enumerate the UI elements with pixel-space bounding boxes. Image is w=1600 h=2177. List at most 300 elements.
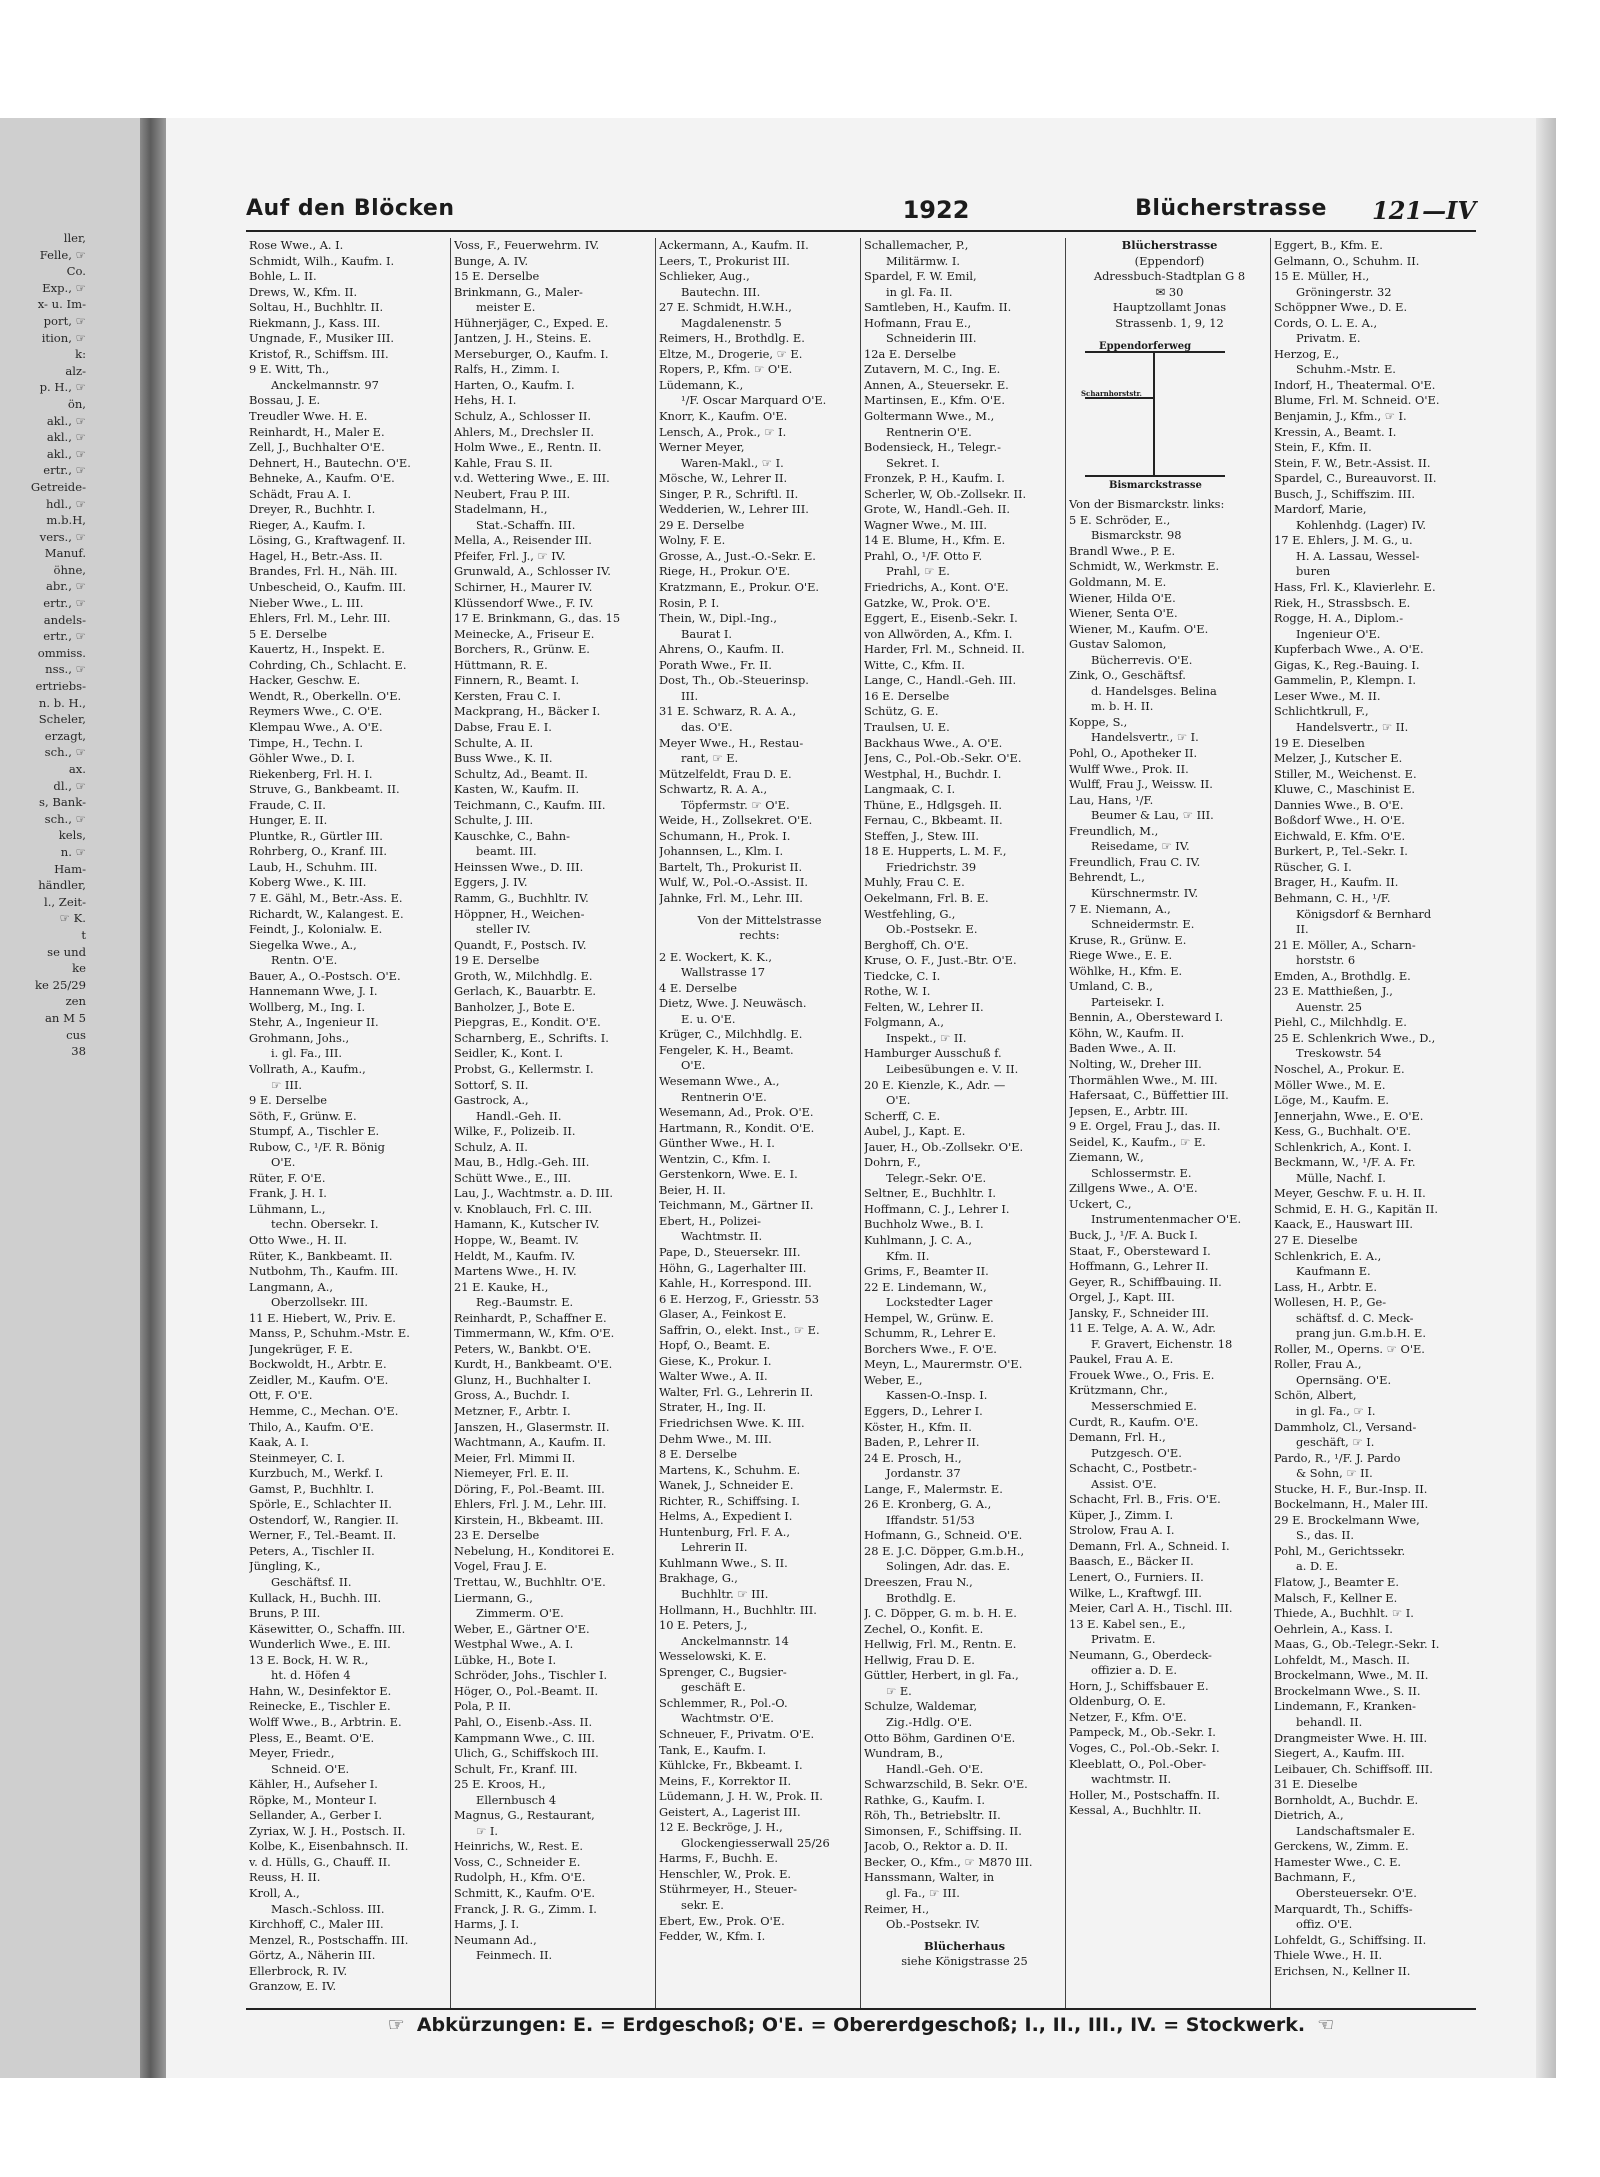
directory-entry: Mösche, W., Lehrer II. [659, 471, 788, 486]
header-street-right: Blücherstrasse [1135, 196, 1327, 221]
directory-entry: Werner, F., Tel.-Beamt. II. [249, 1528, 397, 1543]
directory-entry: Orgel, J., Kapt. III. [1069, 1290, 1175, 1305]
facing-page-line: Ham- [54, 861, 86, 876]
house-number-entry: 8 E. Derselbe [659, 1447, 738, 1462]
facing-page-line: Getreide- [30, 479, 86, 494]
directory-entry: Flatow, J., Beamter E. [1274, 1575, 1399, 1590]
directory-entry: Brager, H., Kaufm. II. [1274, 875, 1399, 890]
directory-entry: Feinmech. II. [476, 1948, 553, 1963]
directory-entry: Huntenburg, Frl. F. A., [659, 1524, 790, 1539]
directory-entry: Thiede, A., Buchhlt. ☞ I. [1274, 1606, 1414, 1621]
directory-entry: das. O'E. [681, 719, 733, 734]
house-number-entry: 23 E. Matthießen, J., [1274, 984, 1393, 999]
directory-entry: Bennin, A., Obersteward I. [1069, 1010, 1224, 1025]
directory-entry: Janszen, H., Glasermstr. II. [454, 1419, 610, 1434]
facing-page-line: sch., ☞ [44, 811, 86, 826]
directory-entry: Demann, Frl. H., [1069, 1430, 1166, 1445]
directory-entry: Schumm, R., Lehrer E. [864, 1326, 996, 1341]
directory-entry: Schwartz, R. A. A., [659, 782, 768, 797]
directory-entry: Kristof, R., Schiffsm. III. [249, 346, 389, 361]
facing-page-line: öhne, [53, 562, 86, 577]
directory-entry: geschäft E. [681, 1680, 746, 1695]
directory-entry: Ebert, Ew., Prok. O'E. [659, 1913, 785, 1928]
directory-entry: Zig.-Hdlg. O'E. [886, 1714, 973, 1729]
directory-entry: Pahl, O., Eisenb.-Ass. II. [454, 1714, 593, 1729]
directory-entry: Stührmeyer, H., Steuer- [659, 1882, 797, 1897]
directory-entry: Reimers, H., Brothdlg. E. [659, 331, 805, 346]
directory-entry: Hempel, W., Grünw. E. [864, 1310, 994, 1325]
directory-entry: Röpke, M., Monteur I. [249, 1792, 377, 1807]
directory-entry: Kaack, E., Hauswart III. [1274, 1217, 1414, 1232]
directory-entry: II. [1296, 922, 1309, 937]
directory-entry: Wollberg, M., Ing. I. [249, 999, 366, 1014]
house-number-entry: 22 E. Lindemann, W., [864, 1279, 987, 1294]
directory-entry: Mülle, Nachf. I. [1296, 1170, 1386, 1185]
directory-entry: Weide, H., Zollsekret. O'E. [659, 813, 813, 828]
directory-entry: Schlenkrich, A., Kont. I. [1274, 1139, 1412, 1154]
house-number-entry: 4 E. Derselbe [659, 980, 738, 995]
directory-entry: Fronzek, P. H., Kaufm. I. [864, 471, 1005, 486]
directory-entry: Wulf, W., Pol.-O.-Assist. II. [659, 875, 809, 890]
directory-entry: Riekmann, J., Kass. III. [249, 315, 381, 330]
directory-entry: Kolbe, K., Eisenbahnsch. II. [249, 1839, 409, 1854]
directory-entry: wachtmstr. II. [1091, 1772, 1172, 1787]
directory-entry: Gigas, K., Reg.-Bauing. I. [1274, 657, 1420, 672]
house-number-entry: 12a E. Derselbe [864, 346, 957, 361]
directory-entry: Stadelmann, H., [454, 502, 548, 517]
directory-entry: Hannemann Wwe, J. I. [249, 984, 378, 999]
directory-entry: Horn, J., Schiffsbauer E. [1069, 1678, 1209, 1693]
directory-entry: ☞ E. [886, 1683, 912, 1698]
facing-page-line: t [81, 927, 86, 942]
directory-entry: Muhly, Frau C. E. [864, 875, 965, 890]
directory-entry: Bücherrevis. O'E. [1091, 652, 1193, 667]
directory-entry: Henschler, W., Prok. E. [659, 1866, 792, 1881]
house-number-entry: 9 E. Derselbe [249, 1093, 328, 1108]
directory-entry: Folgmann, A., [864, 1015, 945, 1030]
directory-entry: Ziemann, W., [1069, 1150, 1144, 1165]
directory-entry: Heinrichs, W., Rest. E. [454, 1839, 584, 1854]
directory-entry: Beier, H. II. [659, 1182, 726, 1197]
facing-page-line: an M 5 [45, 1010, 86, 1025]
directory-entry: Telegr.-Sekr. O'E. [886, 1170, 987, 1185]
directory-entry: Reisedame, ☞ IV. [1091, 839, 1190, 854]
directory-entry: Schmid, E. H. G., Kapitän II. [1274, 1201, 1438, 1216]
directory-entry: Grohmann, Johs., [249, 1030, 350, 1045]
directory-entry: Unbescheid, O., Kaufm. III. [249, 580, 406, 595]
directory-entry: von Allwörden, A., Kfm. I. [864, 626, 1013, 641]
house-number-entry: 7 E. Niemann, A., [1069, 901, 1171, 916]
directory-entry: Waren-Makl., ☞ I. [681, 455, 784, 470]
directory-entry: Sekret. I. [886, 455, 940, 470]
directory-entry: Schult, Fr., Kranf. III. [454, 1761, 578, 1776]
directory-entry: Strater, H., Ing. II. [659, 1400, 767, 1415]
directory-entry: Meins, F., Korrektor II. [659, 1773, 792, 1788]
directory-entry: Bockelmann, H., Maler III. [1274, 1497, 1429, 1512]
directory-entry: Schacht, C., Postbetr.- [1069, 1461, 1197, 1476]
directory-entry: Döring, F., Pol.-Beamt. III. [454, 1481, 605, 1496]
directory-entry: Grims, F., Beamter II. [864, 1264, 989, 1279]
directory-entry: Bauer, A., O.-Postsch. O'E. [249, 968, 401, 983]
directory-entry: Koppe, S., [1069, 714, 1128, 729]
directory-entry: Kessal, A., Buchhltr. II. [1069, 1803, 1202, 1818]
directory-entry: Lenert, O., Furniers. II. [1069, 1570, 1204, 1585]
directory-entry: Rüter, F. O'E. [249, 1170, 326, 1185]
directory-entry: Instrumentenmacher O'E. [1091, 1212, 1242, 1227]
directory-entry: Hofmann, Frau E., [864, 315, 972, 330]
directory-entry: Kohlenhdg. (Lager) IV. [1296, 517, 1426, 532]
directory-entry: Spardel, F. W. Emil, [864, 269, 977, 284]
directory-entry: Ostendorf, W., Rangier. II. [249, 1512, 399, 1527]
directory-entry: Vollrath, A., Kaufm., [249, 1061, 366, 1076]
directory-entry: Landschaftsmaler E. [1296, 1823, 1415, 1838]
directory-entry: siehe Königstrasse 25 [901, 1954, 1028, 1969]
house-number-entry: 31 E. Schwarz, R. A. A., [659, 704, 797, 719]
directory-entry: Weber, E., [864, 1372, 923, 1387]
directory-entry: Ehlers, Frl. M., Lehr. III. [249, 611, 391, 626]
directory-entry: Jepsen, E., Arbtr. III. [1069, 1103, 1189, 1118]
directory-entry: Indorf, H., Theatermal. O'E. [1274, 377, 1436, 392]
directory-entry: Busch, J., Schiffszim. III. [1274, 486, 1415, 501]
directory-entry: Glaser, A., Feinkost E. [659, 1307, 787, 1322]
directory-entry: Holm Wwe., E., Rentn. II. [454, 440, 602, 455]
house-number-entry: 25 E. Schlenkrich Wwe., D., [1274, 1030, 1436, 1045]
directory-entry: v.d. Wettering Wwe., E. III. [454, 471, 610, 486]
directory-entry: Lau, J., Wachtmstr. a. D. III. [454, 1186, 614, 1201]
directory-entry: Baurat I. [681, 626, 733, 641]
directory-column-5 [1066, 238, 1271, 2008]
directory-entry: Weber, E., Gärtner O'E. [454, 1621, 590, 1636]
directory-entry: Liermann, G., [454, 1590, 533, 1605]
directory-entry: Melzer, J., Kutscher E. [1274, 751, 1403, 766]
directory-entry: Trettau, W., Buchhltr. O'E. [454, 1575, 606, 1590]
directory-entry: meister E. [476, 300, 536, 315]
directory-entry: Westphal Wwe., A. I. [454, 1637, 574, 1652]
directory-entry: Timmermann, W., Kfm. O'E. [454, 1326, 615, 1341]
directory-entry: Meyer, Geschw. F. u. H. II. [1274, 1186, 1426, 1201]
directory-entry: Behneke, A., Kaufm. O'E. [249, 471, 395, 486]
directory-entry: Sottorf, S. II. [454, 1077, 529, 1092]
directory-entry: Hartmann, R., Kondit. O'E. [659, 1120, 815, 1135]
directory-entry: Schlossermstr. E. [1091, 1165, 1192, 1180]
directory-entry: Blume, Frl. M. Schneid. O'E. [1274, 393, 1440, 408]
directory-entry: Behmann, C. H., ¹/F. [1274, 890, 1391, 905]
directory-entry: Gross, A., Buchdr. I. [454, 1388, 570, 1403]
directory-entry: Jansky, F., Schneider III. [1069, 1305, 1210, 1320]
directory-entry: Hofmann, G., Schneid. O'E. [864, 1528, 1023, 1543]
directory-entry: Gerstenkorn, Wwe. E. I. [659, 1167, 798, 1182]
directory-entry: Fedder, W., Kfm. I. [659, 1929, 766, 1944]
directory-entry: Hagel, H., Betr.-Ass. II. [249, 548, 383, 563]
directory-entry: Kurzbuch, M., Werkf. I. [249, 1466, 384, 1481]
directory-entry: Schwarzschild, B. Sekr. O'E. [864, 1777, 1028, 1792]
directory-entry: Schirner, H., Maurer IV. [454, 580, 593, 595]
directory-entry: Holler, M., Postschaffn. II. [1069, 1787, 1220, 1802]
directory-entry: Parteisekr. I. [1091, 994, 1165, 1009]
directory-entry: Jungekrüger, F. E. [249, 1341, 353, 1356]
directory-entry: Gastrock, A., [454, 1093, 529, 1108]
directory-entry: Eltze, M., Drogerie, ☞ E. [659, 346, 803, 361]
directory-entry: Brothdlg. E. [886, 1590, 956, 1605]
directory-entry: schäftsf. d. C. Meck- [1296, 1310, 1414, 1325]
facing-page-line: n. b. H., [38, 695, 86, 710]
directory-entry: Netzer, F., Kfm. O'E. [1069, 1709, 1187, 1724]
directory-entry: Riege Wwe., E. E. [1069, 948, 1173, 963]
directory-entry: Wiener, Senta O'E. [1069, 606, 1178, 621]
directory-entry: Schneiderin III. [886, 331, 977, 346]
directory-entry: Brockelmann, Wwe., M. II. [1274, 1668, 1429, 1683]
directory-entry: horststr. 6 [1296, 953, 1356, 968]
facing-page-line: ertr., ☞ [43, 596, 86, 611]
directory-entry: Dietz, Wwe. J. Neuwäsch. [659, 996, 807, 1011]
directory-entry: Brockelmann Wwe., S. II. [1274, 1683, 1421, 1698]
directory-entry: Lockstedter Lager [886, 1295, 993, 1310]
directory-entry: Mau, B., Hdlg.-Geh. III. [454, 1155, 590, 1170]
directory-entry: Struve, G., Bankbeamt. II. [249, 782, 400, 797]
directory-entry: Schlemmer, R., Pol.-O. [659, 1695, 788, 1710]
directory-entry: Wesemann Wwe., A., [659, 1073, 780, 1088]
directory-entry: Magnus, G., Restaurant, [454, 1808, 595, 1823]
directory-entry: Seidel, K., Kaufm., ☞ E. [1069, 1134, 1206, 1149]
house-number-entry: 29 E. Derselbe [659, 517, 745, 532]
facing-page-line: händler, [38, 878, 86, 893]
directory-entry: geschäft, ☞ I. [1296, 1435, 1375, 1450]
directory-entry: Bachmann, F., [1274, 1870, 1356, 1885]
directory-entry: Thilo, A., Kaufm. O'E. [249, 1419, 374, 1434]
house-number-entry: 5 E. Schröder, E., [1069, 512, 1171, 527]
directory-entry: Strolow, Frau A. I. [1069, 1523, 1175, 1538]
directory-entry: Wolny, F. E. [659, 533, 726, 548]
directory-entry: Jordanstr. 37 [886, 1466, 961, 1481]
directory-entry: Quandt, F., Postsch. IV. [454, 937, 587, 952]
footer-rule [246, 2008, 1476, 2010]
directory-entry: Eggers, D., Lehrer I. [864, 1404, 983, 1419]
directory-entry: Frouek Wwe., O., Fris. E. [1069, 1367, 1215, 1382]
directory-entry: Kaak, A. I. [249, 1435, 309, 1450]
directory-entry: Reinhardt, P., Schaffner E. [454, 1310, 607, 1325]
abbreviation-legend [246, 2014, 1476, 2044]
house-number-entry: 23 E. Derselbe [454, 1528, 540, 1543]
directory-entry: Lüdemann, J. H. W., Prok. II. [659, 1789, 823, 1804]
directory-entry: Tank, E., Kaufm. I. [659, 1742, 767, 1757]
directory-entry: Stiller, M., Weichenst. E. [1274, 766, 1417, 781]
directory-entry: Harms, J. I. [454, 1917, 520, 1932]
directory-entry: Pola, P. II. [454, 1699, 511, 1714]
directory-entry: E. u. O'E. [681, 1011, 736, 1026]
directory-entry: Scharnberg, E., Schrifts. I. [454, 1030, 609, 1045]
directory-entry: Rüscher, G. I. [1274, 859, 1352, 874]
directory-entry: Otto Wwe., H. II. [249, 1233, 347, 1247]
directory-entry: Steinmeyer, C. I. [249, 1450, 345, 1465]
directory-entry: Bornholdt, A., Buchdr. E. [1274, 1792, 1419, 1807]
directory-entry: Wallstrasse 17 [681, 965, 765, 980]
directory-entry: Schulz, A. II. [454, 1139, 528, 1154]
directory-entry: Sellander, A., Gerber I. [249, 1808, 383, 1823]
directory-entry: Wanek, J., Schneider E. [659, 1478, 794, 1493]
directory-entry: Hellwig, Frl. M., Rentn. E. [864, 1637, 1017, 1652]
facing-page-line: akl., ☞ [46, 413, 86, 428]
directory-entry: Schöppner Wwe., D. E. [1274, 300, 1408, 315]
directory-entry: Fengeler, K. H., Beamt. [659, 1042, 794, 1057]
header-street-left: Auf den Blöcken [246, 196, 455, 221]
directory-entry: Spardel, C., Bureauvorst. II. [1274, 471, 1437, 486]
directory-entry: Westfehling, G., [864, 906, 956, 921]
directory-entry: Kullack, H., Buchh. III. [249, 1590, 382, 1605]
directory-entry: Schütt Wwe., E., III. [454, 1170, 571, 1185]
directory-entry: offiz. O'E. [1296, 1917, 1353, 1932]
directory-entry: Handl.-Geh. O'E. [886, 1761, 984, 1776]
facing-page-text [0, 230, 92, 1990]
directory-entry: Schmidt, W., Werkmstr. E. [1069, 559, 1220, 574]
facing-page-line: ön, [67, 396, 86, 411]
directory-entry: Dietrich, A., [1274, 1808, 1344, 1823]
directory-entry: Dannies Wwe., B. O'E. [1274, 797, 1404, 812]
directory-entry: Otto Böhm, Gardinen O'E. [864, 1730, 1016, 1745]
directory-entry: v. Knoblauch, Frl. C. III. [454, 1201, 592, 1216]
directory-entry: Von der Bismarckstr. links: [1069, 497, 1225, 512]
directory-entry: Kühlcke, Fr., Bkbeamt. I. [659, 1758, 803, 1773]
facing-page-line: port, ☞ [43, 313, 86, 328]
directory-entry: Fraude, C. II. [249, 797, 326, 812]
directory-entry: Martinsen, E., Kfm. O'E. [864, 393, 1005, 408]
directory-entry: Handelsvertr., ☞ I. [1091, 730, 1199, 745]
facing-page-line: ☞ K. [59, 911, 86, 926]
directory-entry: Ahrens, O., Kaufm. II. [659, 642, 785, 657]
map-label-top-street: Eppendorferweg [1099, 341, 1192, 353]
directory-entry: Richardt, W., Kalangest. E. [249, 906, 404, 921]
house-number-entry: 25 E. Kroos, H., [454, 1777, 546, 1792]
directory-entry: Höger, O., Pol.-Beamt. II. [454, 1683, 599, 1698]
directory-entry: Höppner, H., Weichen- [454, 906, 585, 921]
directory-entry: Masch.-Schloss. III. [271, 1901, 385, 1916]
directory-entry: Assist. O'E. [1091, 1476, 1157, 1491]
directory-entry: Schulte, J. III. [454, 813, 534, 828]
directory-entry: Piehl, C., Milchhdlg. E. [1274, 1015, 1407, 1030]
directory-entry: Magdalenenstr. 5 [681, 315, 782, 330]
facing-page-line: n. ☞ [60, 844, 86, 859]
directory-entry: Kürschnermstr. IV. [1091, 885, 1199, 900]
directory-entry: Anckelmannstr. 14 [681, 1633, 789, 1648]
directory-entry: Nutbohm, Th., Kaufm. III. [249, 1264, 399, 1279]
directory-entry: in gl. Fa. II. [886, 284, 953, 299]
directory-entry: Kauschke, C., Bahn- [454, 828, 570, 843]
directory-entry: Reinhardt, H., Maler E. [249, 424, 385, 439]
directory-entry: Bautechn. III. [681, 284, 761, 299]
directory-entry: Dehnert, H., Bautechn. O'E. [249, 455, 411, 470]
directory-entry: Rieger, A., Kaufm. I. [249, 517, 366, 532]
directory-entry: Zink, O., Geschäftsf. [1069, 668, 1186, 683]
directory-entry: Görtz, A., Näherin III. [249, 1948, 376, 1963]
facing-page-line: 38 [71, 1044, 86, 1059]
directory-entry: Kersten, Frau C. I. [454, 688, 561, 703]
house-number-entry: 21 E. Möller, A., Scharn- [1274, 937, 1416, 952]
directory-entry: Wachtmstr. O'E. [681, 1711, 774, 1726]
directory-entry: Meyer, Friedr., [249, 1746, 335, 1761]
directory-entry: Drangmeister Wwe. H. III. [1274, 1730, 1428, 1745]
directory-entry: Wilke, F., Polizeib. II. [454, 1124, 576, 1139]
directory-entry: Hacker, Geschw. E. [249, 673, 361, 688]
directory-entry: Kuhlmann, J. C. A., [864, 1233, 973, 1247]
house-number-entry: 5 E. Derselbe [249, 626, 328, 641]
directory-entry: Singer, P. R., Schriftl. II. [659, 486, 799, 501]
directory-entry: Reuss, H. II. [249, 1870, 321, 1885]
directory-entry: Helms, A., Expedient I. [659, 1509, 793, 1524]
house-number-entry: 27 E. Schmidt, H.W.H., [659, 300, 792, 315]
directory-entry: Neumann Ad., [454, 1932, 537, 1947]
directory-entry: Köster, H., Kfm. II. [864, 1419, 972, 1434]
directory-entry: Stat.-Schaffn. III. [476, 517, 576, 532]
directory-entry: Schneidermstr. E. [1091, 917, 1195, 932]
directory-entry: H. A. Lassau, Wessel- [1296, 548, 1420, 563]
directory-entry: Schuhm.-Mstr. E. [1296, 362, 1396, 377]
directory-entry: Opernsäng. O'E. [1296, 1372, 1392, 1387]
directory-entry: offizier a. D. E. [1091, 1663, 1177, 1678]
directory-entry: Lühmann, L., [249, 1201, 326, 1216]
directory-entry: Hamester Wwe., C. E. [1274, 1854, 1402, 1869]
directory-entry: Kruse, R., Grünw. E. [1069, 932, 1187, 947]
directory-entry: Traulsen, U. E. [864, 719, 950, 734]
directory-entry: Schütz, G. E. [864, 704, 939, 719]
directory-entry: Pardo, R., ¹/F. J. Pardo [1274, 1450, 1401, 1465]
directory-entry: Hühnerjäger, C., Exped. E. [454, 315, 609, 330]
directory-entry: Dohrn, F., [864, 1155, 921, 1170]
directory-entry: Dreeszen, Frau N., [864, 1575, 973, 1590]
directory-entry: Roller, M., Operns. ☞ O'E. [1274, 1341, 1425, 1356]
directory-entry: Hopf, O., Beamt. E. [659, 1338, 771, 1353]
directory-entry: Oekelmann, Frl. B. E. [864, 890, 989, 905]
directory-entry: Ob.-Postsekr. E. [886, 922, 978, 937]
directory-entry: Rentn. O'E. [271, 953, 338, 968]
directory-entry: Geschäftsf. II. [271, 1575, 352, 1590]
directory-entry: Peters, W., Bankbt. O'E. [454, 1341, 592, 1356]
directory-entry: Wulff, Frau J., Weissw. II. [1069, 777, 1213, 792]
directory-entry: Lange, F., Malermstr. E. [864, 1481, 1003, 1496]
directory-entry: a. D. E. [1296, 1559, 1338, 1574]
directory-entry: Freundlich, M., [1069, 823, 1159, 838]
directory-entry: Boßdorf Wwe., H. O'E. [1274, 813, 1405, 828]
directory-entry: Ob.-Postsekr. IV. [886, 1917, 980, 1932]
directory-column-1 [246, 238, 451, 2008]
facing-page-line: Manuf. [44, 546, 86, 561]
directory-entry: Gatzke, W., Prok. O'E. [864, 595, 991, 610]
directory-entry: Marquardt, Th., Schiffs- [1274, 1901, 1413, 1916]
directory-entry: Brakhage, G., [659, 1571, 738, 1586]
directory-entry: Kurdt, H., Bankbeamt. O'E. [454, 1357, 613, 1372]
directory-entry: Zell, J., Buchhalter O'E. [249, 440, 385, 455]
directory-entry: Eggert, E., Eisenb.-Sekr. I. [864, 611, 1018, 626]
directory-entry: Kauertz, H., Inspekt. E. [249, 642, 385, 657]
directory-entry: Rathke, G., Kaufm. I. [864, 1792, 985, 1807]
directory-entry: Porath Wwe., Fr. II. [659, 657, 772, 672]
facing-page-line: hdl., ☞ [45, 496, 86, 511]
directory-entry: Werner Meyer, [659, 440, 745, 455]
directory-entry: Banholzer, J., Bote E. [454, 999, 576, 1014]
house-number-entry: 18 E. Hupperts, L. M. F., [864, 844, 1007, 859]
directory-entry: Lehrerin II. [681, 1540, 748, 1555]
house-number-entry: 17 E. Ehlers, J. M. G., u. [1274, 533, 1413, 548]
directory-entry: Pohl, O., Apotheker II. [1069, 746, 1198, 761]
directory-entry: Martens, K., Schuhm. E. [659, 1462, 801, 1477]
directory-entry: Schallemacher, P., [864, 238, 969, 252]
directory-entry: Riek, H., Strassbsch. E. [1274, 595, 1411, 610]
directory-entry: Hunger, E. II. [249, 813, 328, 828]
directory-entry: ☞ I. [476, 1823, 498, 1838]
directory-entry: Hafersaat, C., Büffettier III. [1069, 1088, 1229, 1103]
directory-entry: Ott, F. O'E. [249, 1388, 313, 1403]
directory-entry: Putzgesch. O'E. [1091, 1445, 1182, 1460]
directory-entry: Dabse, Frau E. I. [454, 719, 552, 734]
directory-entry: Hauptzollamt Jonas [1112, 300, 1227, 315]
